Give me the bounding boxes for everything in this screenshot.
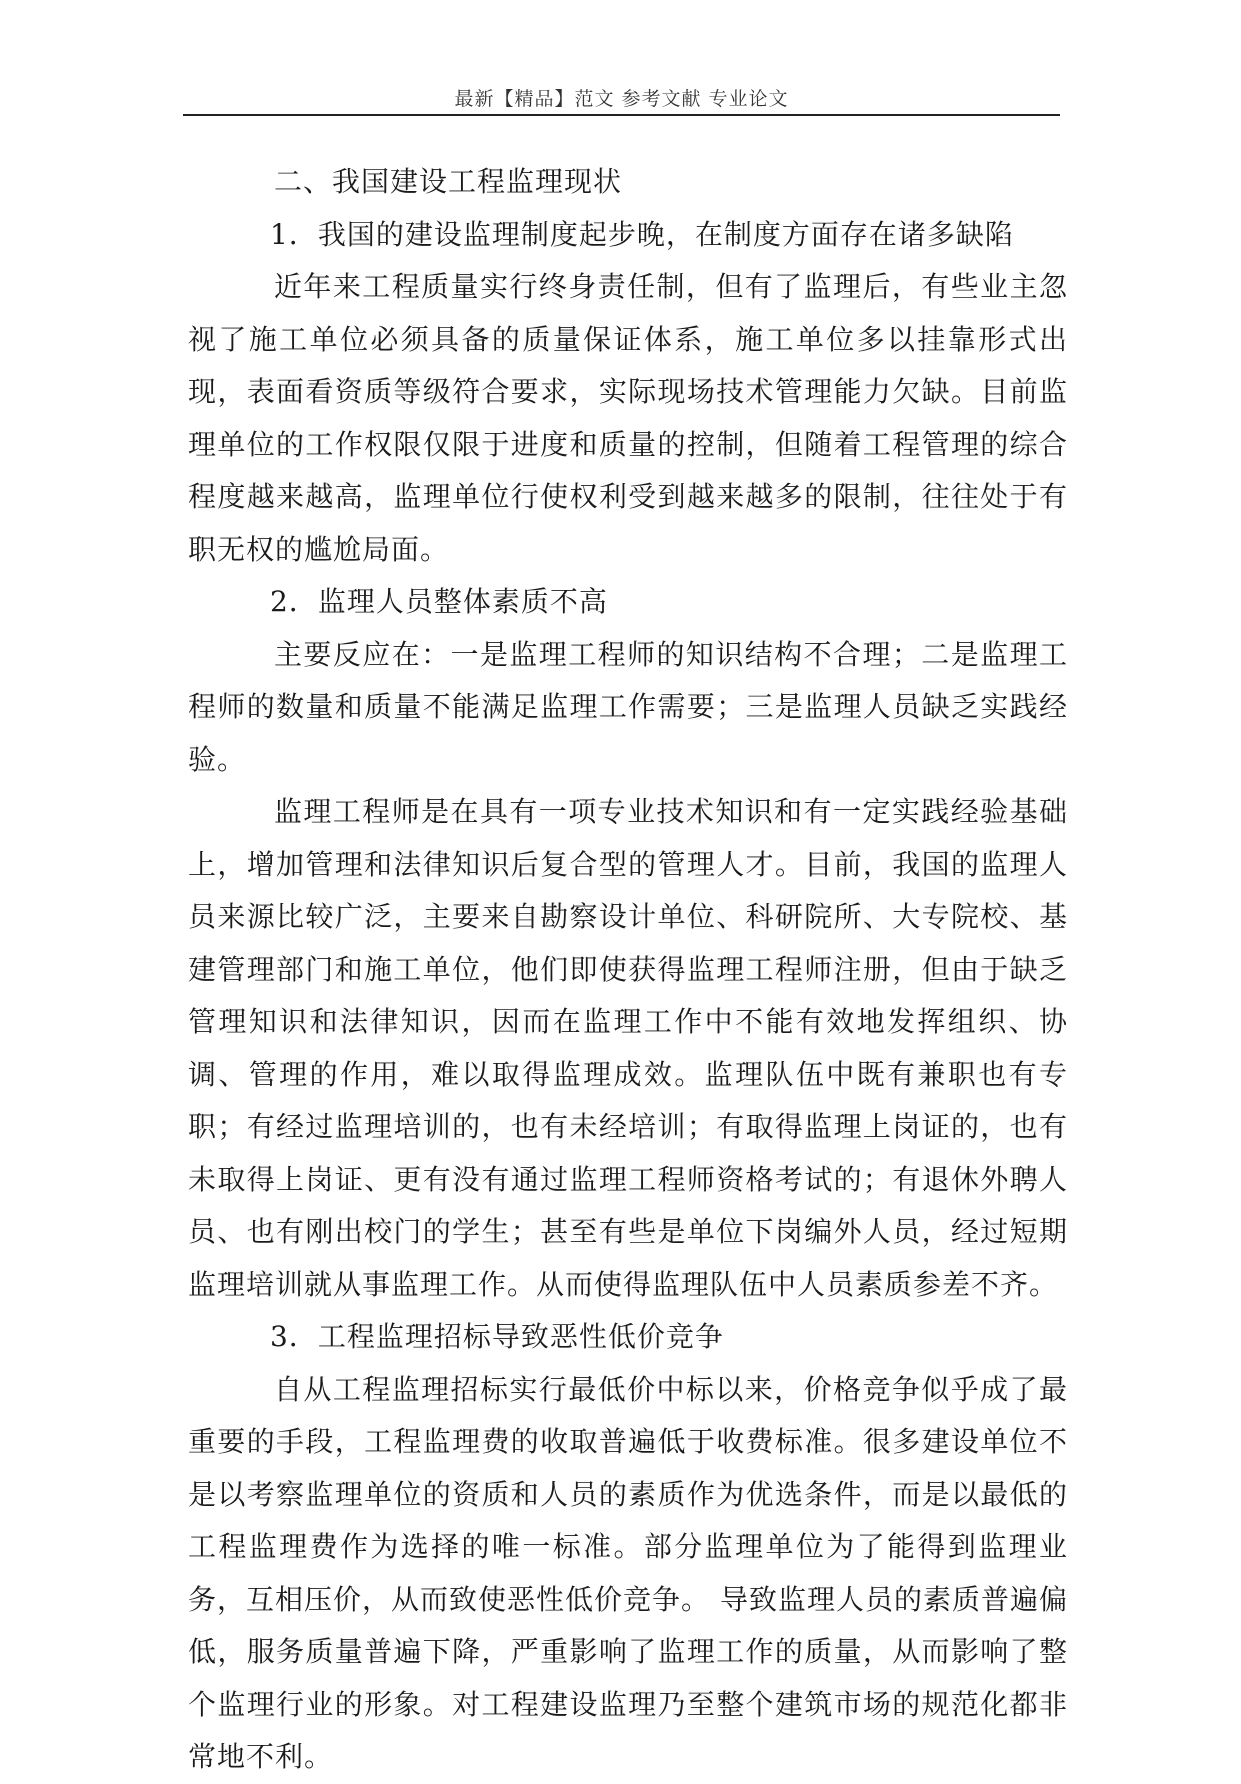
header-divider <box>183 114 1060 116</box>
subsection-heading-3: 3．工程监理招标导致恶性低价竞争 <box>270 1320 724 1353</box>
paragraph: 近年来工程质量实行终身责任制，但有了监理后，有些业主忽视了施工单位必须具备的质量保证体系，施工单位多以挂靠形式出现，表面看资质等级符合要求，实际现场技术管理能力欠缺。目前监理单位的工作权限仅限于进度和质量的控制，但随着工程管理的综合程度越来越高，监理单位行使权利受到越来越多的限制，往往处于有职无权的尴尬局面。 <box>188 270 1068 566</box>
section-title: 二、我国建设工程监理现状 <box>274 165 623 198</box>
document-body <box>188 156 1068 1784</box>
paragraph: 自从工程监理招标实行最低价中标以来，价格竞争似乎成了最重要的手段，工程监理费的收取普遍低于收费标准。很多建设单位不是以考察监理单位的资质和人员的素质作为优选条件，而是以最低的工程监理费作为选择的唯一标准。部分监理单位为了能得到监理业务，互相压价，从而致使恶性低价竞争。 导致监理人员的素质普遍偏低，服务质量普遍下降，严重影响了监理工作的质量，从而影响了整个监理行业的形象。对工程建设监理乃至整个建筑市场的规范化都非常地不利。 <box>188 1372 1068 1773</box>
subsection-heading-1: 1．我国的建设监理制度起步晚，在制度方面存在诸多缺陷 <box>270 217 1014 251</box>
paragraph: 监理工程师是在具有一项专业技术知识和有一定实践经验基础上，增加管理和法律知识后复合型的管理人才。目前，我国的监理人员来源比较广泛，主要来自勘察设计单位、科研院所、大专院校、基建管理部门和施工单位，他们即使获得监理工程师注册，但由于缺乏管理知识和法律知识，因而在监理工作中不能有效地发挥组织、协调、管理的作用，难以取得监理成效。监理队伍中既有兼职也有专职；有经过监理培训的，也有未经培训；有取得监理上岗证的，也有未取得上岗证、更有没有通过监理工程师资格考试的；有退休外聘人员、也有刚出校门的学生；甚至有些是单位下岗编外人员，经过短期监理培训就从事监理工作。从而使得监理队伍中人员素质参差不齐。 <box>188 795 1068 1301</box>
paragraph: 主要反应在：一是监理工程师的知识结构不合理；二是监理工程师的数量和质量不能满足监理工作需要；三是监理人员缺乏实践经验。 <box>188 637 1068 776</box>
subsection-heading-2: 2．监理人员整体素质不高 <box>270 585 608 618</box>
page-header: 最新【精品】范文 参考文献 专业论文 <box>454 88 789 110</box>
